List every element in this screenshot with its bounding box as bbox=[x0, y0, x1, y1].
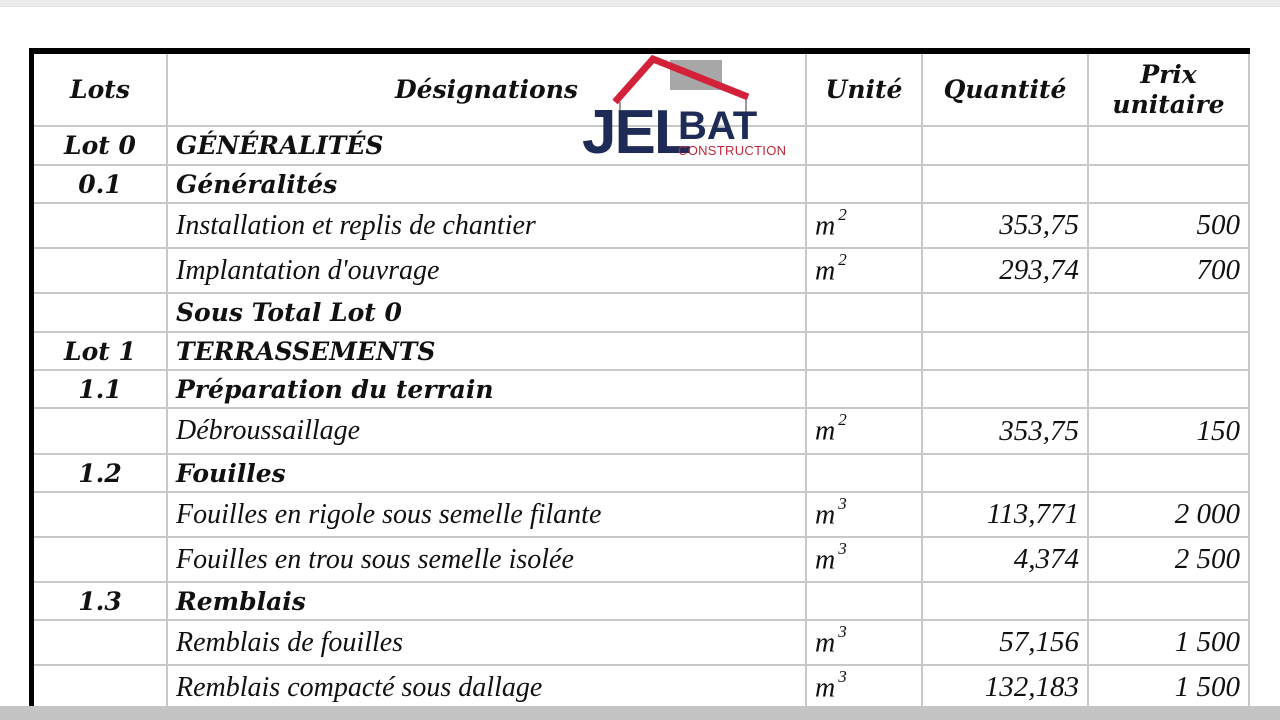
unit-symbol: m bbox=[815, 415, 836, 447]
unit-price-cell bbox=[1088, 582, 1249, 620]
designation-cell: Fouilles en rigole sous semelle filante bbox=[167, 492, 806, 537]
bill-of-quantities-table bbox=[34, 54, 1250, 708]
unit-exponent: 3 bbox=[838, 493, 847, 513]
unit-symbol: m bbox=[815, 544, 836, 576]
quantity-cell: 293,74 bbox=[922, 248, 1088, 293]
quantity-cell bbox=[922, 582, 1088, 620]
header-quantite: Quantité bbox=[922, 54, 1088, 126]
designation-cell: Préparation du terrain bbox=[167, 370, 806, 408]
header-prix-unitaire bbox=[1088, 54, 1249, 126]
lot-cell: 1.1 bbox=[34, 370, 167, 408]
table-row-section bbox=[34, 165, 1249, 203]
designation-cell: Installation et replis de chantier bbox=[167, 203, 806, 248]
unit-symbol: m bbox=[815, 499, 836, 531]
designation-cell: Débroussaillage bbox=[167, 408, 806, 454]
unit-symbol: m bbox=[815, 255, 836, 287]
logo-tagline: CONSTRUCTION bbox=[678, 143, 787, 158]
unit-exponent: 2 bbox=[838, 204, 847, 224]
quantity-cell bbox=[922, 454, 1088, 492]
quantity-cell bbox=[922, 370, 1088, 408]
table-row-section bbox=[34, 454, 1249, 492]
unit-cell bbox=[806, 203, 922, 248]
header-lots: Lots bbox=[34, 54, 167, 126]
unit-price-cell bbox=[1088, 454, 1249, 492]
unit-price-cell: 2 000 bbox=[1088, 492, 1249, 537]
lot-cell bbox=[34, 203, 167, 248]
table-row-lot bbox=[34, 126, 1249, 165]
lot-cell: Lot 0 bbox=[34, 126, 167, 165]
unit-price-cell bbox=[1088, 126, 1249, 165]
table-row-item bbox=[34, 203, 1249, 248]
unit-cell bbox=[806, 165, 922, 203]
designation-cell: Remblais compacté sous dallage bbox=[167, 665, 806, 708]
logo-brand-main: JEL bbox=[582, 98, 690, 167]
unit-cell bbox=[806, 492, 922, 537]
unit-price-cell: 2 500 bbox=[1088, 537, 1249, 582]
lot-cell: 1.3 bbox=[34, 582, 167, 620]
unit-price-cell bbox=[1088, 370, 1249, 408]
unit-cell bbox=[806, 126, 922, 165]
unit-cell bbox=[806, 248, 922, 293]
unit-symbol: m bbox=[815, 627, 836, 659]
designation-cell: Fouilles bbox=[167, 454, 806, 492]
unit-cell bbox=[806, 665, 922, 708]
unit-exponent: 3 bbox=[838, 666, 847, 686]
unit-exponent: 2 bbox=[838, 410, 847, 430]
designation-cell: Fouilles en trou sous semelle isolée bbox=[167, 537, 806, 582]
lot-cell bbox=[34, 492, 167, 537]
unit-price-cell: 1 500 bbox=[1088, 620, 1249, 665]
quantity-cell: 132,183 bbox=[922, 665, 1088, 708]
unit-exponent: 3 bbox=[838, 621, 847, 641]
lot-cell bbox=[34, 537, 167, 582]
unit-cell bbox=[806, 582, 922, 620]
unit-exponent: 3 bbox=[838, 538, 847, 558]
header-designations: Désignations bbox=[167, 54, 806, 126]
designation-cell: Généralités bbox=[167, 165, 806, 203]
table-row-item bbox=[34, 665, 1249, 708]
header-prix-line2: unitaire bbox=[1112, 89, 1225, 119]
table-row-item bbox=[34, 248, 1249, 293]
logo-brand-accent: BAT bbox=[678, 104, 758, 148]
quantity-cell: 4,374 bbox=[922, 537, 1088, 582]
designation-cell: Remblais bbox=[167, 582, 806, 620]
unit-cell bbox=[806, 332, 922, 370]
unit-cell bbox=[806, 370, 922, 408]
unit-price-cell bbox=[1088, 293, 1249, 332]
viewer-bottom-bar bbox=[0, 706, 1280, 720]
unit-price-cell: 150 bbox=[1088, 408, 1249, 454]
unit-symbol: m bbox=[815, 672, 836, 704]
unit-price-cell: 500 bbox=[1088, 203, 1249, 248]
unit-price-cell: 1 500 bbox=[1088, 665, 1249, 708]
quantity-cell bbox=[922, 165, 1088, 203]
lot-cell: 1.2 bbox=[34, 454, 167, 492]
designation-cell: Implantation d'ouvrage bbox=[167, 248, 806, 293]
header-prix-line1: Prix bbox=[1140, 59, 1197, 89]
lot-cell bbox=[34, 248, 167, 293]
table-row-section bbox=[34, 582, 1249, 620]
table-row-item bbox=[34, 492, 1249, 537]
unit-cell bbox=[806, 454, 922, 492]
table-row-item bbox=[34, 537, 1249, 582]
table-row-lot bbox=[34, 332, 1249, 370]
table-row-item bbox=[34, 408, 1249, 454]
designation-cell: Remblais de fouilles bbox=[167, 620, 806, 665]
unit-symbol: m bbox=[815, 210, 836, 242]
lot-cell: 0.1 bbox=[34, 165, 167, 203]
quantity-cell: 353,75 bbox=[922, 203, 1088, 248]
quantity-cell: 113,771 bbox=[922, 492, 1088, 537]
unit-exponent: 2 bbox=[838, 249, 847, 269]
designation-cell: GÉNÉRALITÉS bbox=[167, 126, 806, 165]
bill-of-quantities-sheet bbox=[29, 48, 1250, 708]
lot-cell bbox=[34, 408, 167, 454]
unit-cell bbox=[806, 293, 922, 332]
header-row bbox=[34, 54, 1249, 126]
lot-cell bbox=[34, 665, 167, 708]
unit-cell bbox=[806, 537, 922, 582]
unit-cell bbox=[806, 620, 922, 665]
table-row-item bbox=[34, 620, 1249, 665]
header-unite: Unité bbox=[806, 54, 922, 126]
quantity-cell bbox=[922, 126, 1088, 165]
table-row-section bbox=[34, 370, 1249, 408]
quantity-cell bbox=[922, 332, 1088, 370]
table-row-subtotal bbox=[34, 293, 1249, 332]
quantity-cell bbox=[922, 293, 1088, 332]
quantity-cell: 57,156 bbox=[922, 620, 1088, 665]
quantity-cell: 353,75 bbox=[922, 408, 1088, 454]
lot-cell bbox=[34, 293, 167, 332]
designation-cell: TERRASSEMENTS bbox=[167, 332, 806, 370]
lot-cell: Lot 1 bbox=[34, 332, 167, 370]
viewer-top-bar bbox=[0, 0, 1280, 7]
unit-price-cell bbox=[1088, 165, 1249, 203]
unit-price-cell bbox=[1088, 332, 1249, 370]
lot-cell bbox=[34, 620, 167, 665]
unit-cell bbox=[806, 408, 922, 454]
unit-price-cell: 700 bbox=[1088, 248, 1249, 293]
designation-cell: Sous Total Lot 0 bbox=[167, 293, 806, 332]
